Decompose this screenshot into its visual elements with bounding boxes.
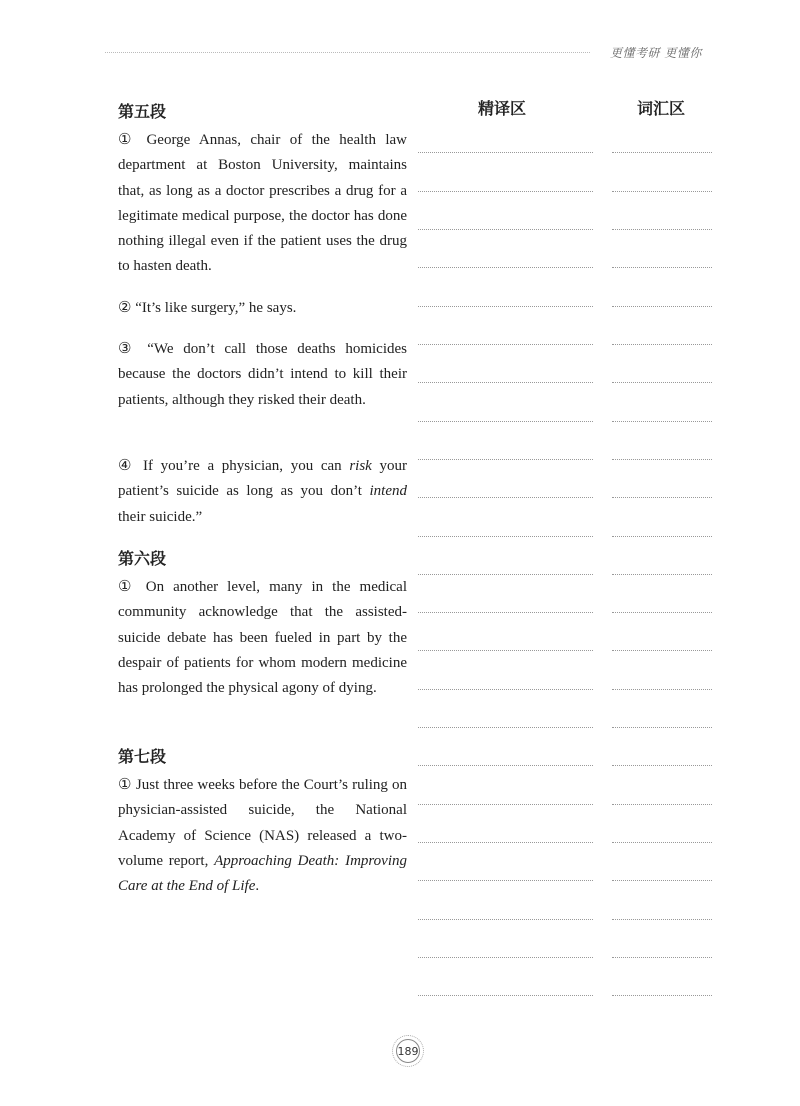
translation-line[interactable]	[418, 995, 593, 996]
translation-line[interactable]	[418, 957, 593, 958]
translation-line[interactable]	[418, 267, 593, 268]
vocabulary-line[interactable]	[612, 842, 712, 843]
translation-line[interactable]	[418, 574, 593, 575]
vocabulary-line[interactable]	[612, 995, 712, 996]
translation-line[interactable]	[418, 382, 593, 383]
vocabulary-line[interactable]	[612, 152, 712, 153]
translation-line[interactable]	[418, 191, 593, 192]
header-rule	[105, 52, 590, 53]
translation-line[interactable]	[418, 536, 593, 537]
vocabulary-line[interactable]	[612, 459, 712, 460]
paragraph-6-1: ① On another level, many in the medical community acknowledge that the assisted-suicide debate has been fueled in part by the despair of patients for whom modern medicine has prolonged the physical agony of dying.	[118, 579, 407, 697]
vocabulary-line[interactable]	[612, 957, 712, 958]
section-title-6: 第六段	[118, 549, 167, 568]
translation-line[interactable]	[418, 459, 593, 460]
vocabulary-line[interactable]	[612, 650, 712, 651]
vocabulary-line[interactable]	[612, 727, 712, 728]
translation-line[interactable]	[418, 689, 593, 690]
paragraph-7-1: ① Just three weeks before the Court’s ruling on physician-assisted suicide, the National Academy of Science (NAS) released a two-volume report, Approaching Death: Improving Care at the End of Life.	[118, 777, 408, 895]
paragraph-5-4: ④ If you’re a physician, you can risk your patient’s suicide as long as you don’t intend their suicide.”	[118, 458, 408, 525]
paragraph-5-3: ③ “We don’t call those deaths homicides because the doctors didn’t intend to kill their patients, although they risked their death.	[118, 341, 407, 408]
translation-line[interactable]	[418, 497, 593, 498]
vocabulary-line[interactable]	[612, 191, 712, 192]
translation-line[interactable]	[418, 612, 593, 613]
translation-line[interactable]	[418, 880, 593, 881]
vocabulary-line[interactable]	[612, 421, 712, 422]
page-number-badge	[392, 1035, 424, 1067]
vocabulary-line[interactable]	[612, 919, 712, 920]
translation-line[interactable]	[418, 229, 593, 230]
translation-line[interactable]	[418, 804, 593, 805]
vocabulary-line[interactable]	[612, 536, 712, 537]
vocabulary-line[interactable]	[612, 344, 712, 345]
vocabulary-line[interactable]	[612, 306, 712, 307]
translation-line[interactable]	[418, 421, 593, 422]
header-slogan: 更懂考研 更懂你	[610, 46, 702, 60]
paragraph-5-2: ② “It’s like surgery,” he says.	[118, 300, 297, 316]
vocabulary-line[interactable]	[612, 497, 712, 498]
translation-line[interactable]	[418, 919, 593, 920]
translation-line[interactable]	[418, 152, 593, 153]
vocabulary-line[interactable]	[612, 229, 712, 230]
vocabulary-line[interactable]	[612, 765, 712, 766]
translation-column-header: 精译区	[478, 99, 527, 118]
translation-line[interactable]	[418, 344, 593, 345]
vocabulary-column-header: 词汇区	[637, 99, 686, 118]
translation-line[interactable]	[418, 306, 593, 307]
vocabulary-line[interactable]	[612, 804, 712, 805]
translation-line[interactable]	[418, 650, 593, 651]
section-title-5: 第五段	[118, 102, 167, 121]
section-title-7: 第七段	[118, 747, 167, 766]
page-number: 189	[396, 1039, 420, 1063]
translation-line[interactable]	[418, 727, 593, 728]
vocabulary-line[interactable]	[612, 689, 712, 690]
translation-line[interactable]	[418, 765, 593, 766]
translation-line[interactable]	[418, 842, 593, 843]
vocabulary-line[interactable]	[612, 382, 712, 383]
vocabulary-line[interactable]	[612, 612, 712, 613]
vocabulary-line[interactable]	[612, 267, 712, 268]
paragraph-5-1: ① George Annas, chair of the health law department at Boston University, maintains that, as long as a doctor prescribes a drug for a legitimate medical purpose, the doctor has done nothing illegal even if the patient uses the drug to hasten death.	[118, 132, 407, 275]
vocabulary-line[interactable]	[612, 880, 712, 881]
vocabulary-line[interactable]	[612, 574, 712, 575]
